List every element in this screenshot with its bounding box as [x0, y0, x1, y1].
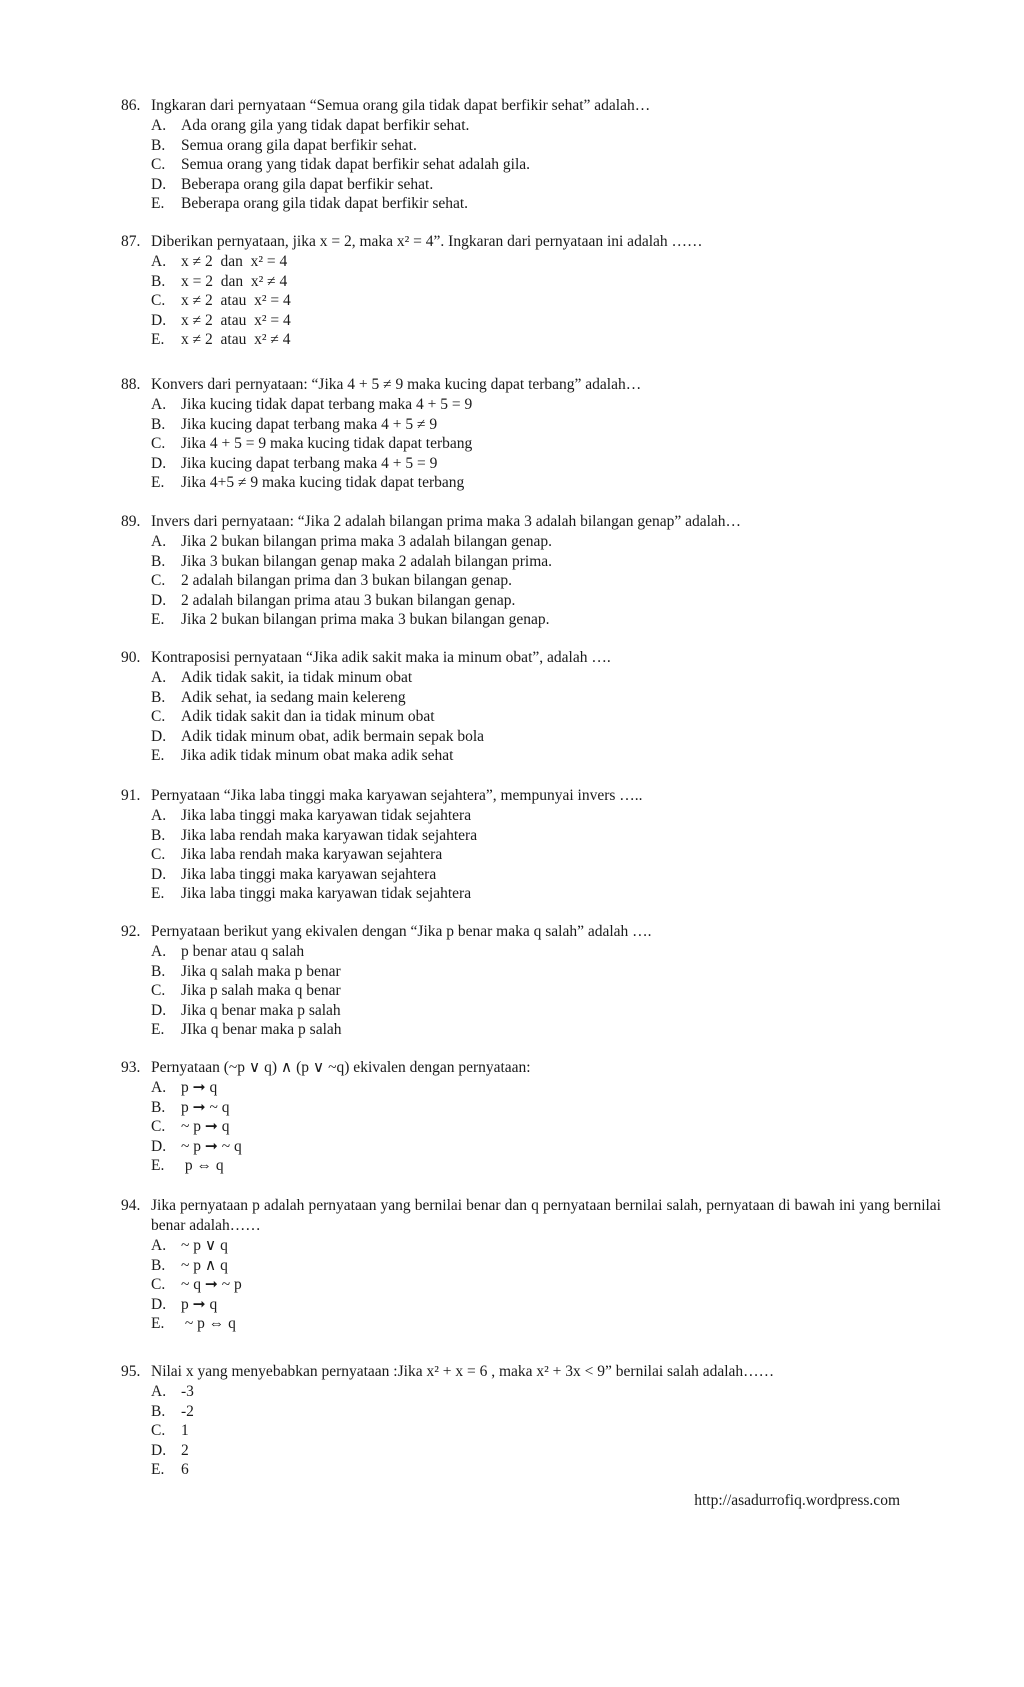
option-list: [151, 532, 941, 630]
option-item: [151, 136, 941, 156]
question-number: 92.: [121, 923, 141, 940]
option-item: [151, 1156, 941, 1176]
question-header: [121, 922, 941, 942]
option-list: [151, 1078, 941, 1176]
option-text: Jika 2 bukan bilangan prima maka 3 bukan bilangan genap.: [181, 611, 550, 628]
option-item: [151, 194, 941, 214]
option-item: [151, 252, 941, 272]
question-93: [121, 1058, 941, 1176]
question-number: 95.: [121, 1363, 141, 1380]
option-letter: B.: [151, 826, 166, 844]
option-item: [151, 571, 941, 591]
option-letter: B.: [151, 962, 166, 980]
option-letter: E.: [151, 747, 165, 764]
option-letter: A.: [151, 807, 167, 824]
question-text: Ingkaran dari pernyataan “Semua orang gila tidak dapat berfikir sehat” adalah…: [151, 97, 651, 114]
option-item: [151, 826, 941, 846]
option-item: [151, 1421, 941, 1441]
option-text: Beberapa orang gila dapat berfikir sehat.: [181, 175, 434, 193]
option-list: [151, 942, 941, 1040]
option-list: [151, 668, 941, 766]
option-item: [151, 330, 941, 350]
question-text: Konvers dari pernyataan: “Jika 4 + 5 ≠ 9 maka kucing dapat terbang” adalah…: [151, 376, 642, 393]
option-item: [151, 942, 941, 962]
question-header: [121, 1362, 941, 1382]
option-item: [151, 532, 941, 552]
option-text: Adik tidak minum obat, adik bermain sepak bola: [181, 727, 485, 745]
option-list: [151, 806, 941, 904]
option-item: [151, 1256, 941, 1276]
option-text: Jika laba rendah maka karyawan sejahtera: [181, 846, 443, 863]
question-92: [121, 922, 941, 1040]
option-text: Semua orang gila dapat berfikir sehat.: [181, 136, 417, 154]
question-number: 90.: [121, 649, 141, 666]
option-item: [151, 1236, 941, 1256]
option-letter: C.: [151, 982, 166, 999]
option-text: -2: [181, 1402, 194, 1420]
option-item: [151, 415, 941, 435]
option-letter: C.: [151, 1118, 166, 1135]
option-text: p ➞ q: [181, 1295, 218, 1313]
option-item: [151, 291, 941, 311]
option-list: [151, 1236, 941, 1334]
option-letter: E.: [151, 1021, 165, 1038]
option-letter: E.: [151, 1315, 165, 1332]
question-header: [121, 96, 941, 116]
option-item: [151, 610, 941, 630]
question-header: [121, 648, 941, 668]
option-text: Ada orang gila yang tidak dapat berfikir sehat.: [181, 117, 470, 134]
option-text: Jika laba rendah maka karyawan tidak sejahtera: [181, 826, 478, 844]
option-text: p benar atau q salah: [181, 943, 305, 960]
option-text: Beberapa orang gila tidak dapat berfikir sehat.: [181, 195, 469, 212]
question-number: 94.: [121, 1197, 141, 1214]
option-item: [151, 1460, 941, 1480]
question-number: 87.: [121, 233, 141, 250]
option-letter: C.: [151, 846, 166, 863]
option-text: Jika laba tinggi maka karyawan sejahtera: [181, 865, 437, 883]
question-text: Pernyataan berikut yang ekivalen dengan “Jika p benar maka q salah” adalah ….: [151, 923, 652, 940]
option-item: [151, 981, 941, 1001]
option-letter: C.: [151, 156, 166, 173]
option-letter: B.: [151, 1402, 166, 1420]
option-letter: C.: [151, 1422, 166, 1439]
option-letter: E.: [151, 885, 165, 902]
option-letter: E.: [151, 195, 165, 212]
option-letter: C.: [151, 1276, 166, 1293]
option-letter: B.: [151, 688, 166, 706]
question-95: [121, 1362, 941, 1480]
option-text: x ≠ 2 atau x² = 4: [181, 292, 291, 309]
option-text: Jika q benar maka p salah: [181, 1001, 341, 1019]
option-item: [151, 865, 941, 885]
option-text: ~ p ➞ q: [181, 1118, 230, 1135]
question-number: 93.: [121, 1059, 141, 1076]
option-text: -3: [181, 1383, 194, 1400]
option-item: [151, 1001, 941, 1021]
option-letter: D.: [151, 1295, 167, 1313]
option-letter: C.: [151, 572, 166, 589]
option-text: Jika laba tinggi maka karyawan tidak sejahtera: [181, 807, 472, 824]
option-text: ~ q ➞ ~ p: [181, 1276, 242, 1293]
question-number: 88.: [121, 376, 141, 393]
option-text: Jika adik tidak minum obat maka adik sehat: [181, 747, 454, 764]
option-list: [151, 1382, 941, 1480]
option-item: [151, 1402, 941, 1422]
question-text: Pernyataan (~p ∨ q) ∧ (p ∨ ~q) ekivalen dengan pernyataan:: [151, 1059, 531, 1076]
question-header: [121, 375, 941, 395]
question-text: Pernyataan “Jika laba tinggi maka karyawan sejahtera”, mempunyai invers …..: [151, 787, 643, 804]
option-item: [151, 845, 941, 865]
option-letter: D.: [151, 865, 167, 883]
option-text: ~ p ∨ q: [181, 1237, 228, 1254]
option-letter: E.: [151, 1157, 165, 1174]
option-item: [151, 1275, 941, 1295]
option-letter: D.: [151, 311, 167, 329]
question-87: [121, 232, 941, 350]
option-letter: C.: [151, 435, 166, 452]
option-item: [151, 1098, 941, 1118]
option-letter: A.: [151, 1079, 167, 1096]
option-text: Jika 3 bukan bilangan genap maka 2 adalah bilangan prima.: [181, 552, 553, 570]
option-item: [151, 434, 941, 454]
option-letter: B.: [151, 1256, 166, 1274]
option-letter: B.: [151, 415, 166, 433]
option-letter: C.: [151, 708, 166, 725]
option-item: [151, 962, 941, 982]
option-letter: A.: [151, 1237, 167, 1254]
question-number: 91.: [121, 787, 141, 804]
option-text: Jika q salah maka p benar: [181, 962, 341, 980]
option-item: [151, 1314, 941, 1334]
option-letter: D.: [151, 1001, 167, 1019]
option-item: [151, 668, 941, 688]
question-number: 89.: [121, 513, 141, 530]
option-item: [151, 1078, 941, 1098]
option-letter: D.: [151, 727, 167, 745]
option-letter: E.: [151, 611, 165, 628]
option-letter: E.: [151, 331, 165, 348]
option-item: [151, 1441, 941, 1461]
question-text: Kontraposisi pernyataan “Jika adik sakit maka ia minum obat”, adalah ….: [151, 649, 611, 666]
question-text: Nilai x yang menyebabkan pernyataan :Jika x² + x = 6 , maka x² + 3x < 9” bernilai salah adalah……: [151, 1363, 775, 1380]
option-list: [151, 252, 941, 350]
option-item: [151, 884, 941, 904]
option-list: [151, 395, 941, 493]
option-letter: B.: [151, 136, 166, 154]
option-item: [151, 591, 941, 611]
footer-url: http://asadurrofiq.wordpress.com: [694, 1492, 900, 1509]
option-text: p ➞ q: [181, 1079, 218, 1096]
option-letter: A.: [151, 533, 167, 550]
option-text: Semua orang yang tidak dapat berfikir sehat adalah gila.: [181, 156, 531, 173]
question-90: [121, 648, 941, 766]
option-text: Jika kucing dapat terbang maka 4 + 5 = 9: [181, 454, 438, 472]
option-item: [151, 1382, 941, 1402]
question-header: [121, 1196, 941, 1236]
question-91: [121, 786, 941, 904]
option-item: [151, 1117, 941, 1137]
option-item: [151, 473, 941, 493]
question-header: [121, 1058, 941, 1078]
option-letter: D.: [151, 591, 167, 609]
option-letter: B.: [151, 1098, 166, 1116]
question-number: 86.: [121, 97, 141, 114]
option-letter: A.: [151, 669, 167, 686]
option-text: Adik tidak sakit, ia tidak minum obat: [181, 669, 413, 686]
question-86: [121, 96, 941, 214]
option-item: [151, 746, 941, 766]
question-88: [121, 375, 941, 493]
option-item: [151, 155, 941, 175]
question-header: [121, 232, 941, 252]
option-item: [151, 1295, 941, 1315]
option-letter: C.: [151, 292, 166, 309]
option-letter: A.: [151, 396, 167, 413]
option-text: Jika laba tinggi maka karyawan tidak sejahtera: [181, 885, 472, 902]
option-item: [151, 1137, 941, 1157]
option-text: ~ p ⇔ q: [181, 1315, 236, 1332]
option-text: p ⇔ q: [181, 1157, 224, 1174]
option-letter: A.: [151, 1383, 167, 1400]
option-text: Jika kucing tidak dapat terbang maka 4 + 5 = 9: [181, 396, 473, 413]
option-item: [151, 552, 941, 572]
option-text: 2 adalah bilangan prima atau 3 bukan bilangan genap.: [181, 591, 516, 609]
question-header: [121, 786, 941, 806]
option-text: Jika p salah maka q benar: [181, 982, 341, 999]
option-letter: A.: [151, 943, 167, 960]
option-text: p ➞ ~ q: [181, 1098, 230, 1116]
option-letter: A.: [151, 253, 167, 270]
question-text: Invers dari pernyataan: “Jika 2 adalah bilangan prima maka 3 adalah bilangan genap” adalah…: [151, 513, 742, 530]
option-letter: D.: [151, 1441, 167, 1459]
option-letter: D.: [151, 175, 167, 193]
option-item: [151, 311, 941, 331]
option-letter: D.: [151, 1137, 167, 1155]
option-letter: E.: [151, 1461, 165, 1478]
question-text: Jika pernyataan p adalah pernyataan yang bernilai benar dan q pernyataan bernilai salah, pernyataan di bawah ini yang bernilai benar adalah……: [151, 1197, 941, 1234]
option-letter: A.: [151, 117, 167, 134]
question-89: [121, 512, 941, 630]
option-text: 6: [181, 1461, 189, 1478]
option-letter: B.: [151, 552, 166, 570]
option-text: x ≠ 2 dan x² = 4: [181, 253, 288, 270]
option-text: Jika 4 + 5 = 9 maka kucing tidak dapat terbang: [181, 435, 473, 452]
option-text: ~ p ∧ q: [181, 1256, 228, 1274]
option-text: Jika 4+5 ≠ 9 maka kucing tidak dapat terbang: [181, 474, 465, 491]
option-text: x ≠ 2 atau x² ≠ 4: [181, 331, 291, 348]
option-text: x = 2 dan x² ≠ 4: [181, 272, 288, 290]
option-item: [151, 454, 941, 474]
option-text: Jika 2 bukan bilangan prima maka 3 adalah bilangan genap.: [181, 533, 553, 550]
option-text: 1: [181, 1422, 189, 1439]
option-item: [151, 175, 941, 195]
option-item: [151, 116, 941, 136]
option-text: ~ p ➞ ~ q: [181, 1137, 242, 1155]
option-list: [151, 116, 941, 214]
option-item: [151, 272, 941, 292]
option-letter: D.: [151, 454, 167, 472]
option-item: [151, 707, 941, 727]
option-text: 2 adalah bilangan prima dan 3 bukan bilangan genap.: [181, 572, 512, 589]
question-text: Diberikan pernyataan, jika x = 2, maka x² = 4”. Ingkaran dari pernyataan ini adalah ……: [151, 233, 703, 250]
option-item: [151, 727, 941, 747]
option-text: Jika kucing dapat terbang maka 4 + 5 ≠ 9: [181, 415, 438, 433]
option-text: x ≠ 2 atau x² = 4: [181, 311, 291, 329]
option-letter: B.: [151, 272, 166, 290]
option-text: JIka q benar maka p salah: [181, 1021, 342, 1038]
option-item: [151, 1020, 941, 1040]
option-item: [151, 395, 941, 415]
option-text: Adik tidak sakit dan ia tidak minum obat: [181, 708, 435, 725]
option-text: 2: [181, 1441, 189, 1459]
question-header: [121, 512, 941, 532]
question-94: [121, 1196, 941, 1334]
option-text: Adik sehat, ia sedang main kelereng: [181, 688, 406, 706]
option-item: [151, 688, 941, 708]
option-item: [151, 806, 941, 826]
option-letter: E.: [151, 474, 165, 491]
